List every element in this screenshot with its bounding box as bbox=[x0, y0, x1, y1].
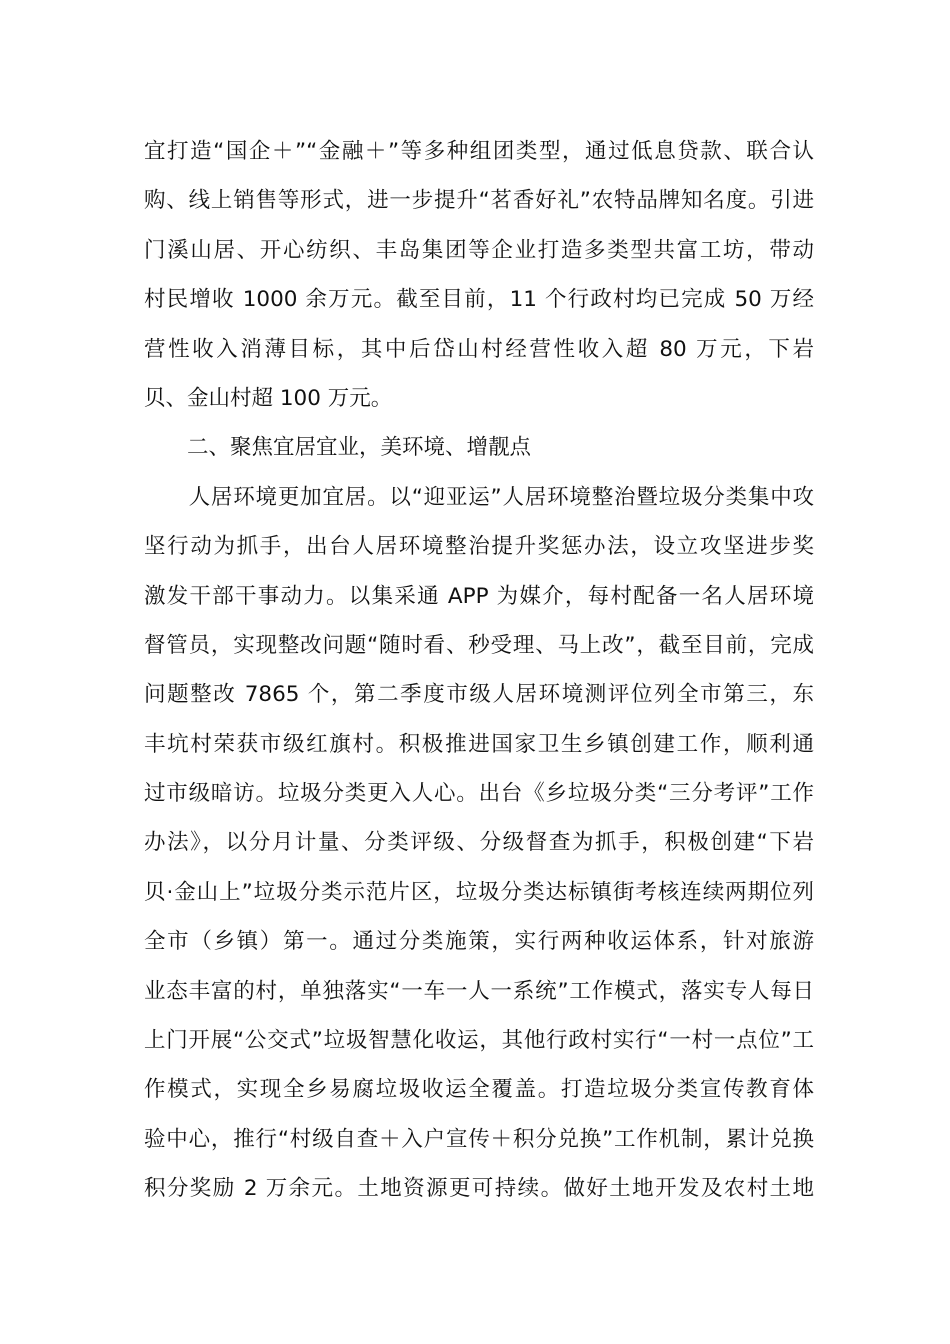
text-line: 营性收入消薄目标，其中后岱山村经营性收入超 80 万元，下岩 bbox=[144, 336, 814, 362]
text-line: 过市级暗访。垃圾分类更入人心。出台《乡垃圾分类“三分考评”工作 bbox=[144, 781, 814, 807]
text-line: 问题整改 7865 个，第二季度市级人居环境测评位列全市第三，东 bbox=[144, 682, 814, 708]
text-line: 人居环境更加宜居。以“迎亚运”人居环境整治暨垃圾分类集中攻 bbox=[144, 484, 814, 510]
text-line: 丰坑村荣获市级红旗村。积极推进国家卫生乡镇创建工作，顺利通 bbox=[144, 731, 814, 757]
text-line: 全市（乡镇）第一。通过分类施策，实行两种收运体系，针对旅游 bbox=[144, 929, 814, 955]
text-line: 验中心，推行“村级自查＋入户宣传＋积分兑换”工作机制，累计兑换 bbox=[144, 1126, 814, 1152]
text-line: 上门开展“公交式”垃圾智慧化收运，其他行政村实行“一村一点位”工 bbox=[144, 1028, 814, 1054]
text-line: 办法》，以分月计量、分类评级、分级督查为抓手，积极创建“下岩 bbox=[144, 830, 814, 856]
text-line: 激发干部干事动力。以集采通 APP 为媒介，每村配备一名人居环境 bbox=[144, 583, 814, 609]
text-line: 宜打造“国企＋”“金融＋”等多种组团类型，通过低息贷款、联合认 bbox=[144, 139, 814, 164]
text-line: 业态丰富的村，单独落实“一车一人一系统”工作模式，落实专人每日 bbox=[144, 978, 814, 1004]
text-line: 门溪山居、开心纺织、丰岛集团等企业打造多类型共富工坊，带动 bbox=[144, 237, 814, 263]
text-line: 坚行动为抓手，出台人居环境整治提升奖惩办法，设立攻坚进步奖 bbox=[144, 534, 814, 560]
text-line: 购、线上销售等形式，进一步提升“茗香好礼”农特品牌知名度。引进 bbox=[144, 188, 814, 214]
text-line: 贝、金山村超 100 万元。 bbox=[144, 385, 393, 411]
text-line: 村民增收 1000 余万元。截至目前，11 个行政村均已完成 50 万经 bbox=[144, 287, 814, 313]
text-line: 贝·金山上”垃圾分类示范片区，垃圾分类达标镇街考核连续两期位列 bbox=[144, 879, 814, 905]
text-line: 积分奖励 2 万余元。土地资源更可持续。做好土地开发及农村土地 bbox=[144, 1176, 814, 1202]
text-line: 督管员，实现整改问题“随时看、秒受理、马上改”，截至目前，完成 bbox=[144, 632, 814, 658]
body-text bbox=[144, 127, 814, 1214]
section-heading: 二、聚焦宜居宜业，美环境、增靓点 bbox=[144, 435, 532, 461]
text-line: 作模式，实现全乡易腐垃圾收运全覆盖。打造垃圾分类宣传教育体 bbox=[144, 1077, 814, 1103]
